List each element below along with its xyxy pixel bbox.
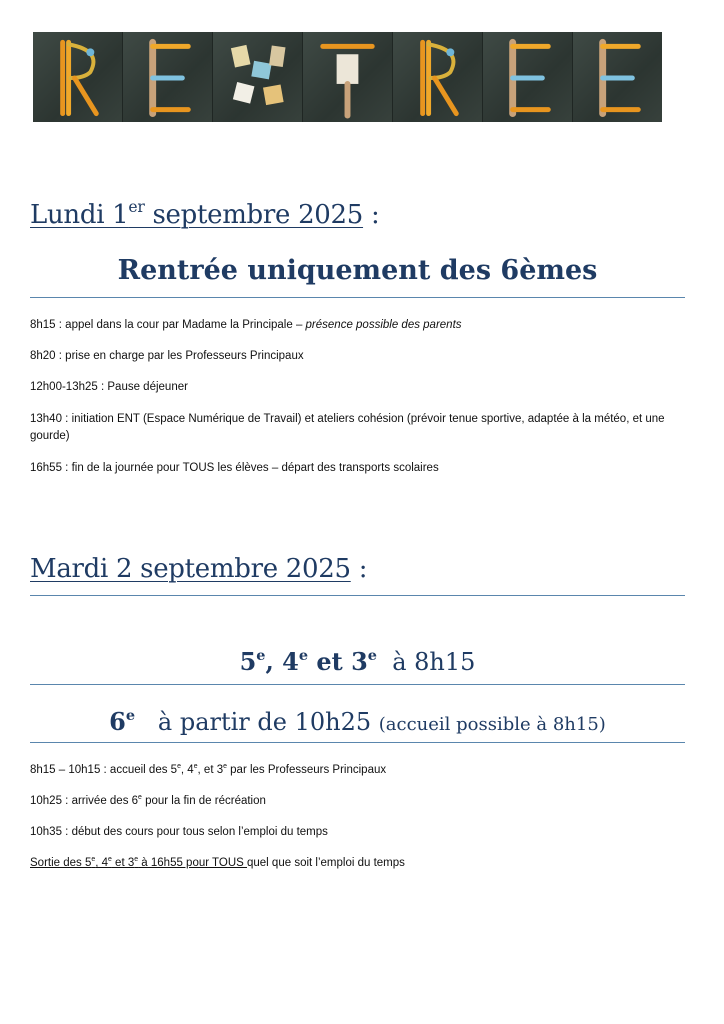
banner-tile-t: [303, 32, 393, 122]
schedule-line: 8h20 : prise en charge par les Professeurs Principaux: [30, 350, 304, 362]
banner-tile-e1: [123, 32, 213, 122]
divider: [30, 595, 685, 596]
schedule-line: 10h25 : arrivée des 6e pour la fin de récréation: [30, 794, 266, 807]
day1-date-heading: Lundi 1er septembre 2025 :: [30, 198, 380, 230]
banner-tile-r2: [393, 32, 483, 122]
banner-tile-e3: [573, 32, 662, 122]
schedule-line: 13h40 : initiation ENT (Espace Numérique de Travail) et ateliers cohésion (prévoir tenue sportive, adaptée à la météo, et une gourde): [30, 413, 665, 442]
divider: [30, 684, 685, 685]
day2-subheading-5-4-3: 5e, 4e et 3e à 8h15: [239, 646, 476, 676]
divider: [30, 742, 685, 743]
day1-headline: Rentrée uniquement des 6èmes: [117, 255, 598, 286]
banner-tile-r1: [33, 32, 123, 122]
schedule-line: Sortie des 5e, 4e et 3e à 16h55 pour TOUS quel que soit l’emploi du temps: [30, 856, 405, 869]
schedule-line: 8h15 : appel dans la cour par Madame la Principale – présence possible des parents: [30, 319, 462, 331]
day2-subheading-6: 6e à partir de 10h25 (accueil possible à 8h15): [109, 706, 606, 736]
day2-date-heading: Mardi 2 septembre 2025 :: [30, 554, 368, 584]
banner-tile-n: [213, 32, 303, 122]
divider: [30, 297, 685, 298]
schedule-line: 16h55 : fin de la journée pour TOUS les élèves – départ des transports scolaires: [30, 462, 439, 474]
banner-tile-e2: [483, 32, 573, 122]
schedule-line: 8h15 – 10h15 : accueil des 5e, 4e, et 3e par les Professeurs Principaux: [30, 763, 387, 776]
schedule-line: 12h00-13h25 : Pause déjeuner: [30, 381, 188, 393]
rentree-banner: [33, 32, 662, 122]
schedule-line: 10h35 : début des cours pour tous selon l’emploi du temps: [30, 826, 328, 838]
